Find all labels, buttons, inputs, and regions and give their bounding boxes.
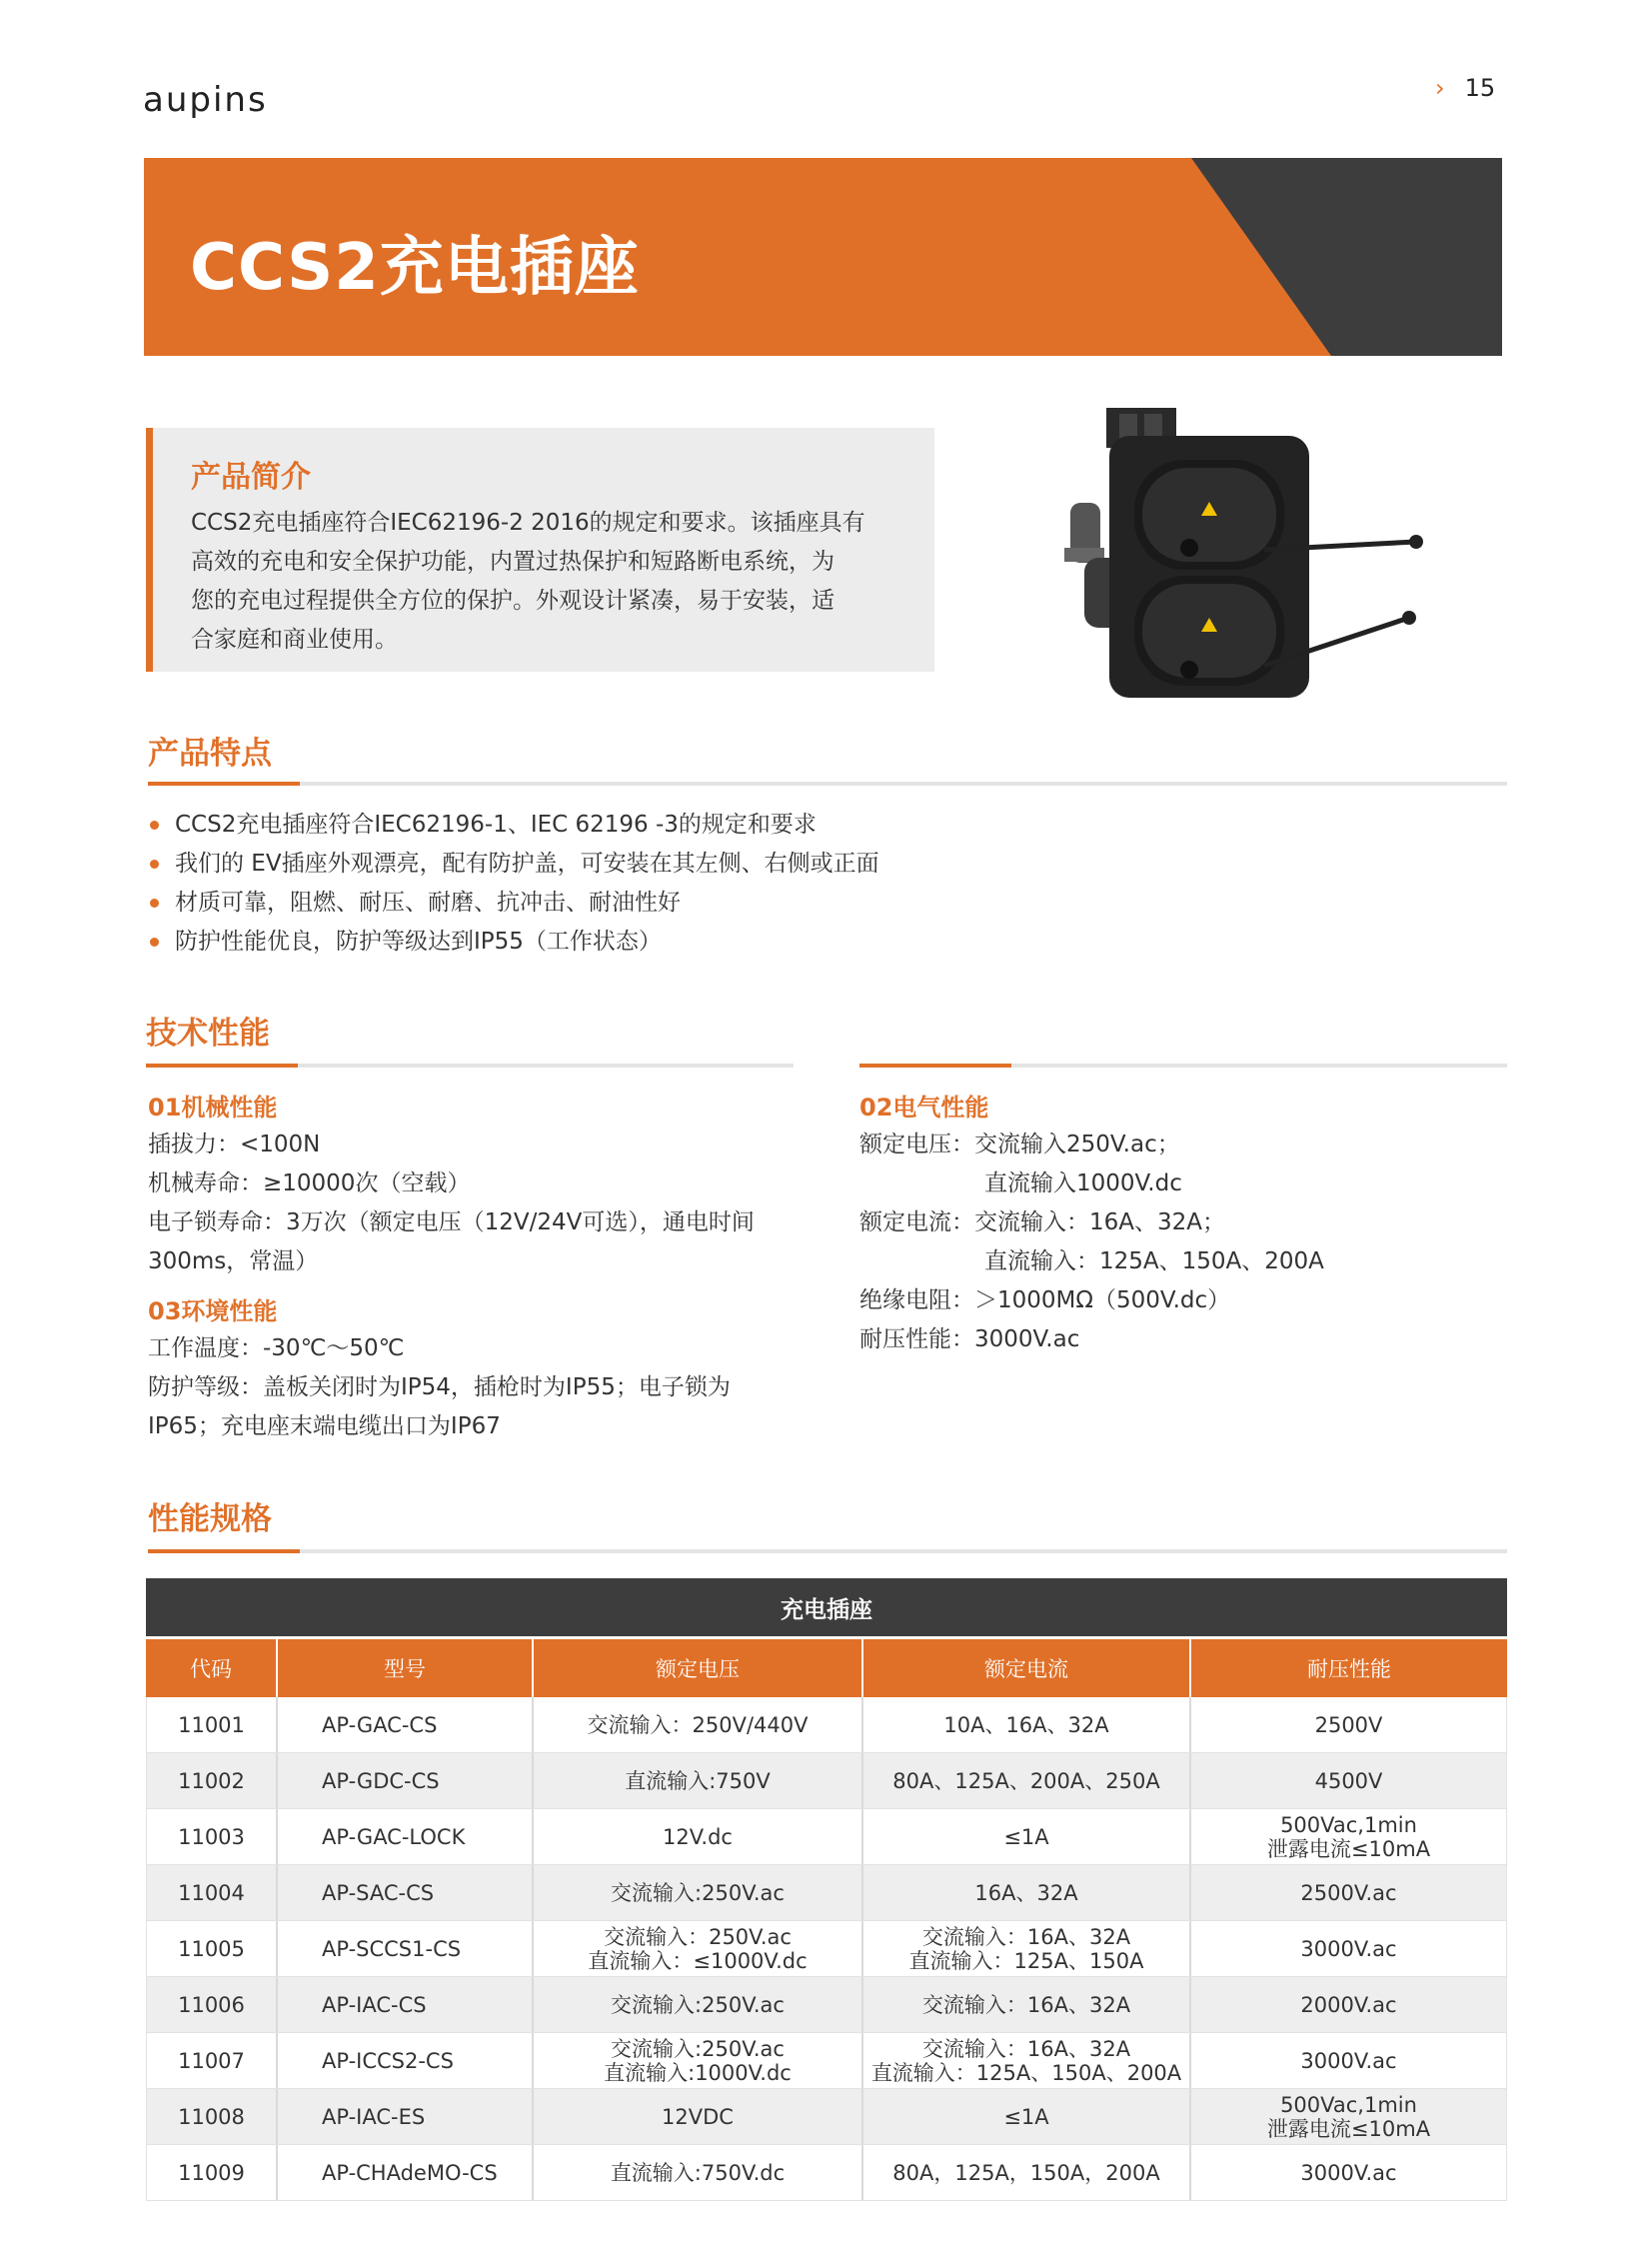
- cell-model: AP-IAC-CS: [278, 1977, 534, 2032]
- intro-title: 产品简介: [191, 460, 311, 495]
- cell-voltage: 交流输入:250V.ac: [534, 1977, 863, 2032]
- cell-current: 交流输入：16A、32A 直流输入：125A、150A: [863, 1921, 1191, 1976]
- cell-withstand: 4500V: [1191, 1753, 1507, 1808]
- tech-divider-right: [859, 1064, 1507, 1068]
- cell-voltage: 交流输入:250V.ac 直流输入:1000V.dc: [534, 2033, 863, 2088]
- spec-line: IP65；充电座末端电缆出口为IP67: [148, 1413, 501, 1439]
- specs-divider: [148, 1549, 1507, 1553]
- cell-model: AP-GDC-CS: [278, 1753, 534, 1808]
- table-row: [146, 1921, 1507, 1977]
- cell-model: AP-GAC-CS: [278, 1697, 534, 1752]
- spec-line: 插拔力：<100N: [148, 1131, 321, 1157]
- cell-withstand: 3000V.ac: [1191, 1921, 1507, 1976]
- spec-line: 直流输入：125A、150A、200A: [984, 1248, 1324, 1274]
- spec-line: 额定电压：交流输入250V.ac；: [859, 1131, 1180, 1157]
- chevron-right-icon: ›: [1435, 74, 1445, 102]
- feature-text: CCS2充电插座符合IEC62196-1、IEC 62196 -3的规定和要求: [175, 812, 817, 838]
- cell-current: ≤1A: [863, 1809, 1191, 1864]
- product-image: [1064, 408, 1424, 698]
- spec-line: 绝缘电阻：＞1000MΩ（500V.dc）: [859, 1287, 1231, 1313]
- cell-code: 11003: [146, 1809, 278, 1864]
- cell-current: 交流输入：16A、32A 直流输入：125A、150A、200A: [863, 2033, 1191, 2088]
- cell-voltage: 交流输入：250V/440V: [534, 1697, 863, 1752]
- cell-withstand: 2000V.ac: [1191, 1977, 1507, 2032]
- column-header: 型号: [278, 1639, 534, 1697]
- page-number: 15: [1464, 74, 1496, 102]
- list-item: [150, 845, 879, 884]
- specs-title: 性能规格: [148, 1501, 272, 1537]
- table-row: [146, 2145, 1507, 2201]
- table-header-row: [146, 1639, 1507, 1697]
- list-item: [150, 923, 879, 962]
- cell-code: 11001: [146, 1697, 278, 1752]
- feature-text: 材质可靠，阻燃、耐压、耐磨、抗冲击、耐油性好: [175, 890, 681, 916]
- cell-voltage: 直流输入:750V: [534, 1753, 863, 1808]
- spec-line: 额定电流：交流输入：16A、32A；: [859, 1209, 1226, 1235]
- intro-line: 高效的充电和安全保护功能，内置过热保护和短路断电系统，为: [191, 549, 834, 575]
- table-row: [146, 1865, 1507, 1921]
- table-row: [146, 2089, 1507, 2145]
- bullet-icon: [150, 899, 159, 908]
- list-item: [150, 806, 879, 845]
- bullet-icon: [150, 860, 159, 869]
- cell-current: 80A、125A、200A、250A: [863, 1753, 1191, 1808]
- features-divider: [148, 782, 1507, 786]
- bullet-icon: [150, 938, 159, 947]
- title-banner: [144, 158, 1502, 356]
- column-header: 额定电压: [534, 1639, 863, 1697]
- cell-voltage: 12V.dc: [534, 1809, 863, 1864]
- feature-text: 我们的 EV插座外观漂亮，配有防护盖，可安装在其左侧、右侧或正面: [175, 851, 879, 877]
- intro-line: CCS2充电插座符合IEC62196-2 2016的规定和要求。该插座具有: [191, 510, 865, 536]
- table-row: [146, 1977, 1507, 2033]
- mechanical-specs: [148, 1125, 755, 1281]
- environment-specs: [148, 1329, 731, 1446]
- electrical-specs: [859, 1125, 1324, 1359]
- cell-code: 11005: [146, 1921, 278, 1976]
- cell-model: AP-SAC-CS: [278, 1865, 534, 1920]
- cell-withstand: 500Vac,1min 泄露电流≤10mA: [1191, 2089, 1507, 2144]
- column-header: 额定电流: [863, 1639, 1191, 1697]
- specs-table: [146, 1578, 1507, 2201]
- cell-code: 11008: [146, 2089, 278, 2144]
- spec-line: 耐压性能：3000V.ac: [859, 1326, 1080, 1352]
- cell-current: ≤1A: [863, 2089, 1191, 2144]
- cell-withstand: 2500V.ac: [1191, 1865, 1507, 1920]
- cell-code: 11004: [146, 1865, 278, 1920]
- spec-line: 机械寿命：≥10000次（空载）: [148, 1170, 471, 1196]
- column-header: 耐压性能: [1307, 1657, 1391, 1681]
- intro-text: [191, 504, 910, 660]
- product-intro-box: [146, 428, 934, 672]
- cell-current: 80A，125A，150A，200A: [863, 2145, 1191, 2200]
- cell-current: 10A、16A、32A: [863, 1697, 1191, 1752]
- spec-line: 防护等级：盖板关闭时为IP54，插枪时为IP55；电子锁为: [148, 1374, 731, 1400]
- cell-code: 11007: [146, 2033, 278, 2088]
- table-row: [146, 2033, 1507, 2089]
- tech-title: 技术性能: [146, 1016, 270, 1052]
- cell-code: 11006: [146, 1977, 278, 2032]
- cell-model: AP-SCCS1-CS: [278, 1921, 534, 1976]
- bullet-icon: [150, 821, 159, 830]
- spec-line: 300ms，常温）: [148, 1248, 319, 1274]
- table-row: [146, 1809, 1507, 1865]
- tech-divider-left: [146, 1064, 794, 1068]
- features-title: 产品特点: [148, 736, 272, 772]
- table-row: [146, 1753, 1507, 1809]
- cell-voltage: 12VDC: [534, 2089, 863, 2144]
- spec-line: 电子锁寿命：3万次（额定电压（12V/24V可选），通电时间: [148, 1209, 755, 1235]
- cell-model: AP-GAC-LOCK: [278, 1809, 534, 1864]
- spec-line: 工作温度：-30℃～50℃: [148, 1335, 405, 1361]
- cell-voltage: 交流输入：250V.ac 直流输入：≤1000V.dc: [534, 1921, 863, 1976]
- cell-current: 交流输入：16A、32A: [863, 1977, 1191, 2032]
- intro-line: 您的充电过程提供全方位的保护。外观设计紧凑，易于安装，适: [191, 588, 834, 614]
- environment-title: 03环境性能: [148, 1297, 278, 1325]
- page-title: CCS2充电插座: [190, 231, 640, 305]
- intro-line: 合家庭和商业使用。: [191, 627, 398, 653]
- cell-voltage: 直流输入:750V.dc: [534, 2145, 863, 2200]
- column-header: 代码: [146, 1639, 278, 1697]
- cell-withstand: 3000V.ac: [1191, 2033, 1507, 2088]
- cell-model: AP-ICCS2-CS: [278, 2033, 534, 2088]
- cell-model: AP-CHAdeMO-CS: [278, 2145, 534, 2200]
- list-item: [150, 884, 879, 923]
- feature-text: 防护性能优良，防护等级达到IP55（工作状态）: [175, 929, 662, 955]
- cell-voltage: 交流输入:250V.ac: [534, 1865, 863, 1920]
- cell-code: 11002: [146, 1753, 278, 1808]
- cell-current: 16A、32A: [863, 1865, 1191, 1920]
- cell-code: 11009: [146, 2145, 278, 2200]
- features-list: [150, 806, 879, 962]
- table-title: 充电插座: [146, 1578, 1507, 1636]
- cell-model: AP-IAC-ES: [278, 2089, 534, 2144]
- table-row: [146, 1697, 1507, 1753]
- page-number-block: [1435, 74, 1495, 102]
- cell-withstand: 2500V: [1191, 1697, 1507, 1752]
- spec-line: 直流输入1000V.dc: [984, 1170, 1182, 1196]
- brand-logo: aupins: [143, 80, 268, 120]
- cell-withstand: 500Vac,1min 泄露电流≤10mA: [1191, 1809, 1507, 1864]
- mechanical-title: 01机械性能: [148, 1094, 278, 1122]
- cell-withstand: 3000V.ac: [1191, 2145, 1507, 2200]
- electrical-title: 02电气性能: [859, 1094, 989, 1122]
